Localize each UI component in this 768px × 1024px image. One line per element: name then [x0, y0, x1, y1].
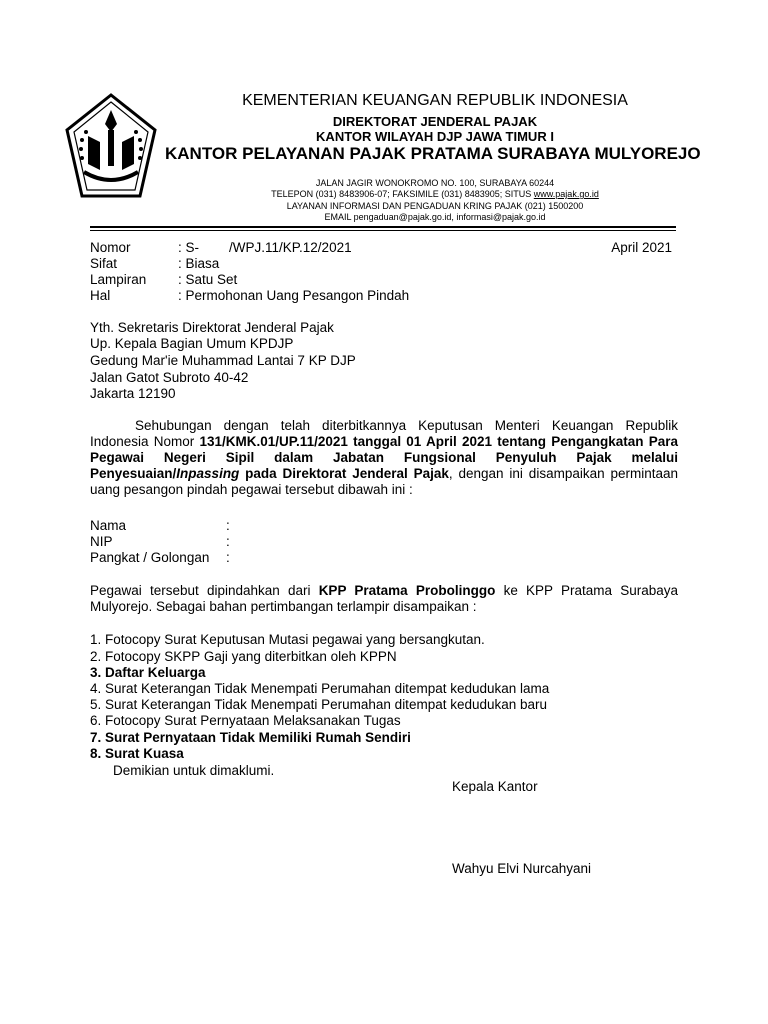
hal-value: : Permohonan Uang Pesangon Pindah [178, 288, 410, 303]
recipient-line: Up. Kepala Bagian Umum KPDJP [90, 336, 294, 351]
origin-office: KPP Pratama Probolinggo [318, 583, 496, 598]
regional-office-name: KANTOR WILAYAH DJP JAWA TIMUR I [316, 129, 554, 144]
list-item: 6. Fotocopy Surat Pernyataan Melaksanakan Tugas [90, 713, 401, 728]
list-item: 7. Surat Pernyataan Tidak Memiliki Rumah Sendiri [90, 730, 411, 745]
sifat-value: : Biasa [178, 256, 220, 271]
nama-colon: : [226, 518, 230, 533]
hal-label: Hal [90, 288, 111, 303]
kmk-reference: 131/KMK.01/UP.11/2021 tanggal 01 April 2021 tentang Pengangkatan Para Pegawai Negeri Sipil dalam Jabatan Fungsional Penyuluh Pajak melalui Penyesuaian/ [90, 434, 678, 481]
website-link[interactable]: www.pajak.go.id [533, 189, 599, 199]
ministry-logo-icon [64, 92, 158, 200]
list-item: 3. Daftar Keluarga [90, 665, 206, 680]
body1-closing-text: , dengan ini disampaikan permintaan uang pesangon pindah pegawai tersebut dibawah ini : [90, 466, 679, 497]
body1-text: Sehubungan dengan telah diterbitkannya Keputusan Menteri Keuangan Republik Indonesia Nomor [90, 418, 678, 449]
recipient-line: Jalan Gatot Subroto 40-42 [90, 370, 249, 385]
email-line: EMAIL pengaduan@pajak.go.id, informasi@pajak.go.id [324, 212, 546, 222]
list-item: 4. Surat Keterangan Tidak Menempati Perumahan ditempat kedudukan lama [90, 681, 550, 696]
signatory-title: Kepala Kantor [452, 779, 538, 794]
body-paragraph-2 [90, 583, 678, 615]
list-item: 8. Surat Kuasa [90, 746, 184, 761]
recipient-line: Gedung Mar'ie Muhammad Lantai 7 KP DJP [90, 353, 356, 368]
nomor-label: Nomor [90, 240, 131, 255]
service-line: LAYANAN INFORMASI DAN PENGADUAN KRING PAJAK (021) 1500200 [286, 201, 584, 211]
signatory-name: Wahyu Elvi Nurcahyani [452, 861, 592, 876]
phone-fax-text: TELEPON (031) 8483906-07; FAKSIMILE (031) 8483905; SITUS [271, 189, 534, 199]
pangkat-label: Pangkat / Golongan [90, 550, 210, 565]
letterhead-divider-thick [90, 226, 676, 228]
office-name: KANTOR PELAYANAN PAJAK PRATAMA SURABAYA MULYOREJO [165, 144, 701, 163]
body2-closing-text: ke KPP Pratama Surabaya Mulyorejo. Sebagai bahan pertimbangan terlampir disampaikan : [90, 583, 679, 614]
office-contact [160, 189, 710, 200]
inpassing-term: Inpassing [176, 466, 240, 481]
list-item: 2. Fotocopy SKPP Gaji yang diterbitkan oleh KPPN [90, 649, 397, 664]
letter-date: April 2021 [611, 240, 672, 255]
body-paragraph-1 [90, 418, 678, 498]
djp-reference: pada Direktorat Jenderal Pajak [239, 466, 449, 481]
lampiran-label: Lampiran [90, 272, 147, 287]
nomor-value: : S- /WPJ.11/KP.12/2021 [178, 240, 352, 255]
lampiran-value: : Satu Set [178, 272, 238, 287]
pangkat-colon: : [226, 550, 230, 565]
directorate-name: DIREKTORAT JENDERAL PAJAK [332, 114, 538, 129]
recipient-line: Jakarta 12190 [90, 386, 176, 401]
ministry-name: KEMENTERIAN KEUANGAN REPUBLIK INDONESIA [242, 92, 628, 109]
sifat-label: Sifat [90, 256, 118, 271]
nip-colon: : [226, 534, 230, 549]
nip-label: NIP [90, 534, 113, 549]
list-item: 5. Surat Keterangan Tidak Menempati Perumahan ditempat kedudukan baru [90, 697, 548, 712]
recipient-line: Yth. Sekretaris Direktorat Jenderal Pajak [90, 320, 334, 335]
body2-text: Pegawai tersebut dipindahkan dari [90, 583, 319, 598]
list-item: 1. Fotocopy Surat Keputusan Mutasi pegawai yang bersangkutan. [90, 632, 485, 647]
letterhead-divider-thin [90, 230, 676, 231]
nama-label: Nama [90, 518, 127, 533]
closing-text: Demikian untuk dimaklumi. [113, 763, 275, 778]
office-address: JALAN JAGIR WONOKROMO NO. 100, SURABAYA 60244 [315, 178, 555, 188]
